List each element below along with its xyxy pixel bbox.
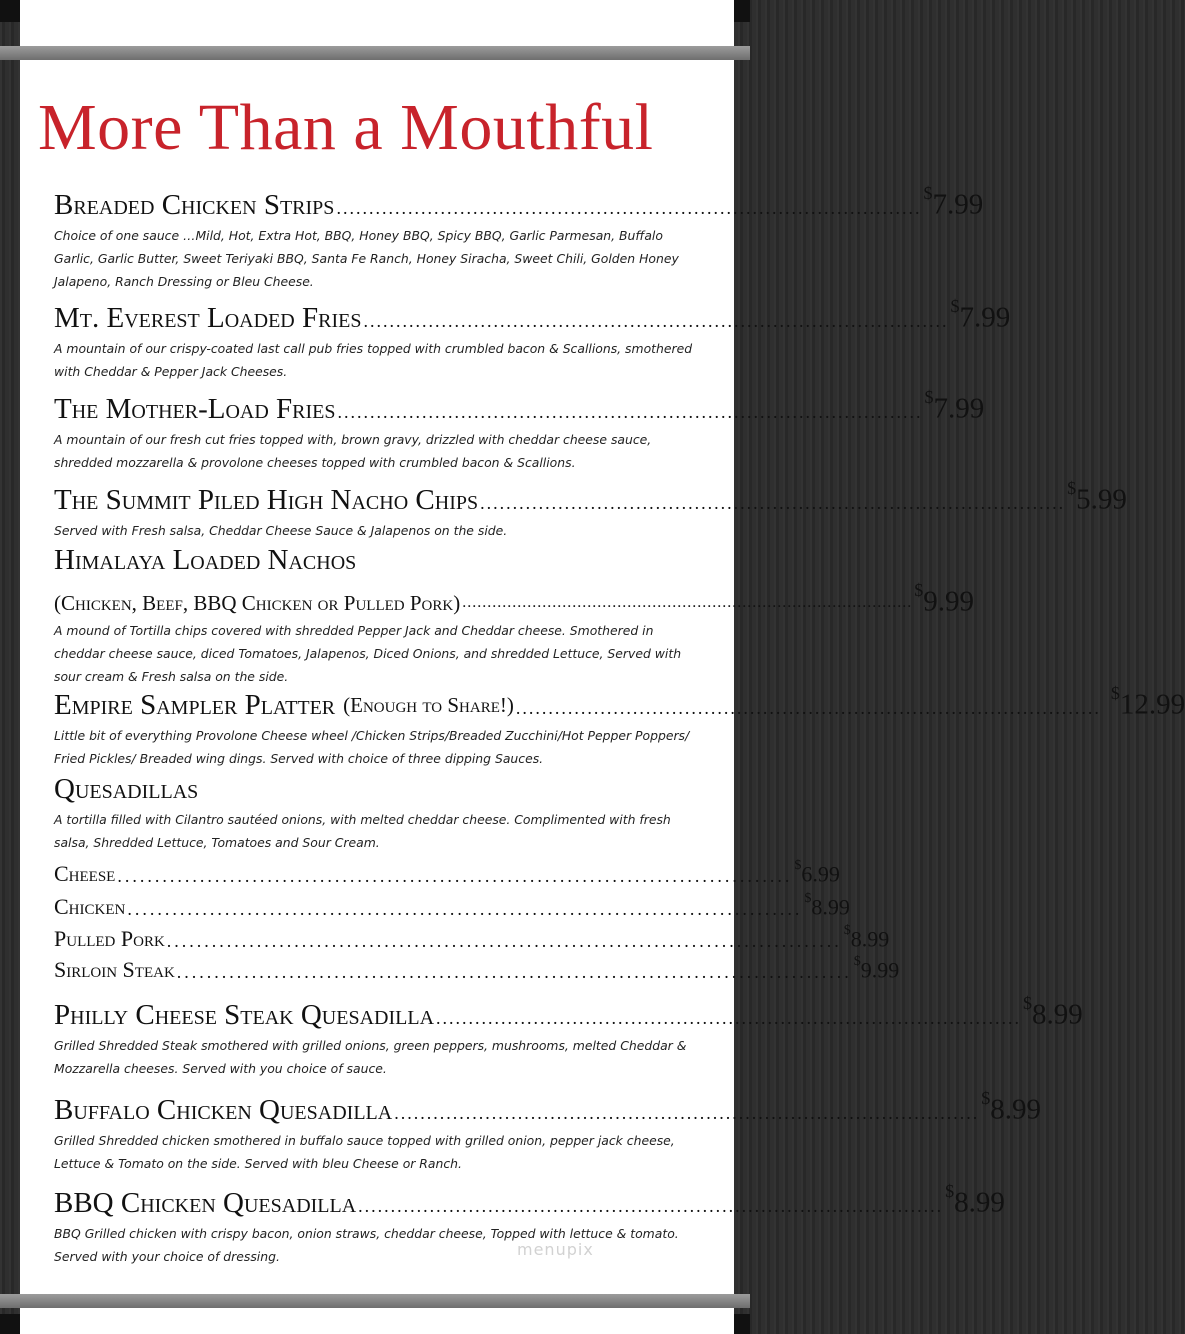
leader-dots: ..........................................................................................	[166, 931, 842, 952]
menu-item-empire-sampler-platter	[54, 680, 1185, 770]
item-name: BBQ Chicken Quesadilla	[54, 1186, 357, 1219]
menu-item-mt-everest-loaded-fries	[54, 293, 1011, 383]
item-description: Little bit of everything Provolone Cheese wheel /Chicken Strips/Breaded Zucchini/Hot Pepper Poppers/ Fried Pickles/ Breaded wing dings. Served with choice of three dipping Sauces.	[54, 727, 690, 766]
quesadilla-option-chicken	[54, 888, 850, 922]
item-price: $8.99	[981, 1088, 1041, 1126]
menu-item-buffalo-chicken-quesadilla	[54, 1085, 1041, 1175]
item-name: Buffalo Chicken Quesadilla	[54, 1093, 393, 1126]
top-metal-bar	[0, 46, 750, 60]
item-name: The Summit Piled High Nacho Chips	[54, 483, 479, 516]
item-description: BBQ Grilled chicken with crispy bacon, onion straws, cheddar cheese, Topped with lettuce & tomato. Served with your choice of dressing.	[54, 1225, 679, 1264]
currency-symbol: $	[1067, 478, 1077, 498]
leader-dots: ..........................................................................................	[336, 197, 922, 218]
menu-item-quesadillas	[54, 772, 700, 854]
item-name: Himalaya Loaded Nachos	[54, 544, 357, 576]
item-price: $5.99	[1067, 478, 1127, 516]
item-name: Mt. Everest Loaded Fries	[54, 301, 362, 334]
item-name: Empire Sampler Platter	[54, 688, 336, 721]
item-options: (Chicken, Beef, BBQ Chicken or Pulled Pork)	[54, 590, 461, 615]
option-name: Sirloin Steak	[54, 957, 175, 983]
option-price: $6.99	[794, 858, 840, 887]
currency-symbol: $	[945, 1181, 955, 1201]
item-price: $12.99	[1110, 683, 1185, 721]
currency-symbol: $	[914, 580, 924, 600]
option-price: $9.99	[853, 954, 900, 983]
item-description: Grilled Shredded Steak smothered with grilled onions, green peppers, mushrooms, melted Cheddar & Mozzarella cheeses. Served with you choice of sauce.	[54, 1037, 687, 1076]
leader-dots: ..........................................................................................	[394, 1102, 980, 1123]
option-name: Pulled Pork	[54, 926, 165, 952]
leader-dots: ..........................................................................................	[176, 962, 852, 983]
currency-symbol: $	[1110, 683, 1120, 703]
item-description: A tortilla filled with Cilantro sautéed onions, with melted cheddar cheese. Complimented with fresh salsa, Shredded Lettuce, Tomatoes and Sour Cream.	[54, 812, 671, 850]
bottom-metal-bar	[0, 1294, 750, 1308]
menu-item-mother-load-fries	[54, 384, 985, 474]
item-description: Choice of one sauce …Mild, Hot, Extra Hot, BBQ, Honey BBQ, Spicy BBQ, Garlic Parmesan, Buffalo Garlic, Garlic Butter, Sweet Teriyaki BBQ, Santa Fe Ranch, Honey Siracha, Sweet Chili, Golden Honey Jalapeno, Ranch Dressing or Bleu Cheese.	[54, 227, 679, 289]
item-description: A mountain of our crispy-coated last call pub fries topped with crumbled bacon & Scallions, smothered with Cheddar & Pepper Jack Cheeses.	[54, 340, 693, 379]
menu-item-breaded-chicken-strips	[54, 180, 984, 293]
leader-dots: ..........................................................................................	[358, 1195, 944, 1216]
currency-symbol: $	[981, 1088, 991, 1108]
quesadilla-option-cheese	[54, 855, 840, 889]
item-description: Served with Fresh salsa, Cheddar Cheese Sauce & Jalapenos on the side.	[54, 522, 508, 538]
menu-item-himalaya-loaded-nachos	[54, 543, 974, 688]
quesadilla-option-sirloin-steak	[54, 951, 900, 985]
leader-dots: ..........................................................................................	[363, 310, 949, 331]
currency-symbol: $	[950, 296, 960, 316]
item-description: A mountain of our fresh cut fries topped with, brown gravy, drizzled with cheddar cheese sauce, shredded mozzarella & provolone cheeses topped with crumbled bacon & Scallions.	[54, 431, 652, 470]
option-price: $8.99	[804, 891, 850, 920]
leader-dots: ..........................................................................................	[337, 401, 923, 422]
item-price: $7.99	[923, 183, 984, 221]
leader-dots: ..........................................................................................	[127, 899, 803, 920]
item-description: Grilled Shredded chicken smothered in buffalo sauce topped with grilled onion, pepper jack cheese, Lettuce & Tomato on the side. Served with bleu Cheese or Ranch.	[54, 1132, 675, 1171]
item-price: $8.99	[945, 1181, 1005, 1219]
option-name: Cheese	[54, 861, 116, 887]
watermark-logo: menupix	[517, 1240, 594, 1259]
item-description: A mound of Tortilla chips covered with shredded Pepper Jack and Cheddar cheese. Smothered in cheddar cheese sauce, diced Tomatoes, Jalapenos, Diced Onions, and shredded Lettuce, Served with sour cream & Fresh salsa on the side.	[54, 622, 682, 684]
item-name: Breaded Chicken Strips	[54, 188, 335, 221]
quesadilla-option-pulled-pork	[54, 920, 890, 954]
item-price: $7.99	[950, 296, 1011, 334]
currency-symbol: $	[923, 183, 933, 203]
item-price: $7.99	[924, 387, 985, 425]
item-price: $8.99	[1023, 993, 1083, 1031]
leader-dots: ..........................................................................................	[462, 593, 913, 611]
item-name: Philly Cheese Steak Quesadilla	[54, 998, 435, 1031]
option-price: $8.99	[843, 923, 890, 952]
item-name: The Mother-Load Fries	[54, 392, 336, 425]
item-name: Quesadillas	[54, 773, 199, 805]
menu-item-bbq-chicken-quesadilla	[54, 1178, 1005, 1268]
menu-title: More Than a Mouthful	[38, 91, 654, 164]
menu-item-philly-cheese-steak-quesadilla	[54, 990, 1083, 1080]
option-name: Chicken	[54, 894, 126, 920]
menu-page	[20, 0, 1185, 1334]
item-note: (Enough to Share!)	[343, 692, 514, 717]
currency-symbol: $	[924, 387, 934, 407]
leader-dots: ..........................................................................................	[515, 697, 1101, 718]
currency-symbol: $	[1023, 993, 1033, 1013]
menu-item-summit-nacho-chips	[54, 475, 1127, 542]
leader-dots: ..........................................................................................	[436, 1007, 1022, 1028]
item-price: $9.99	[914, 580, 974, 618]
leader-dots: ..........................................................................................	[117, 866, 793, 887]
leader-dots: ..........................................................................................	[480, 492, 1066, 513]
